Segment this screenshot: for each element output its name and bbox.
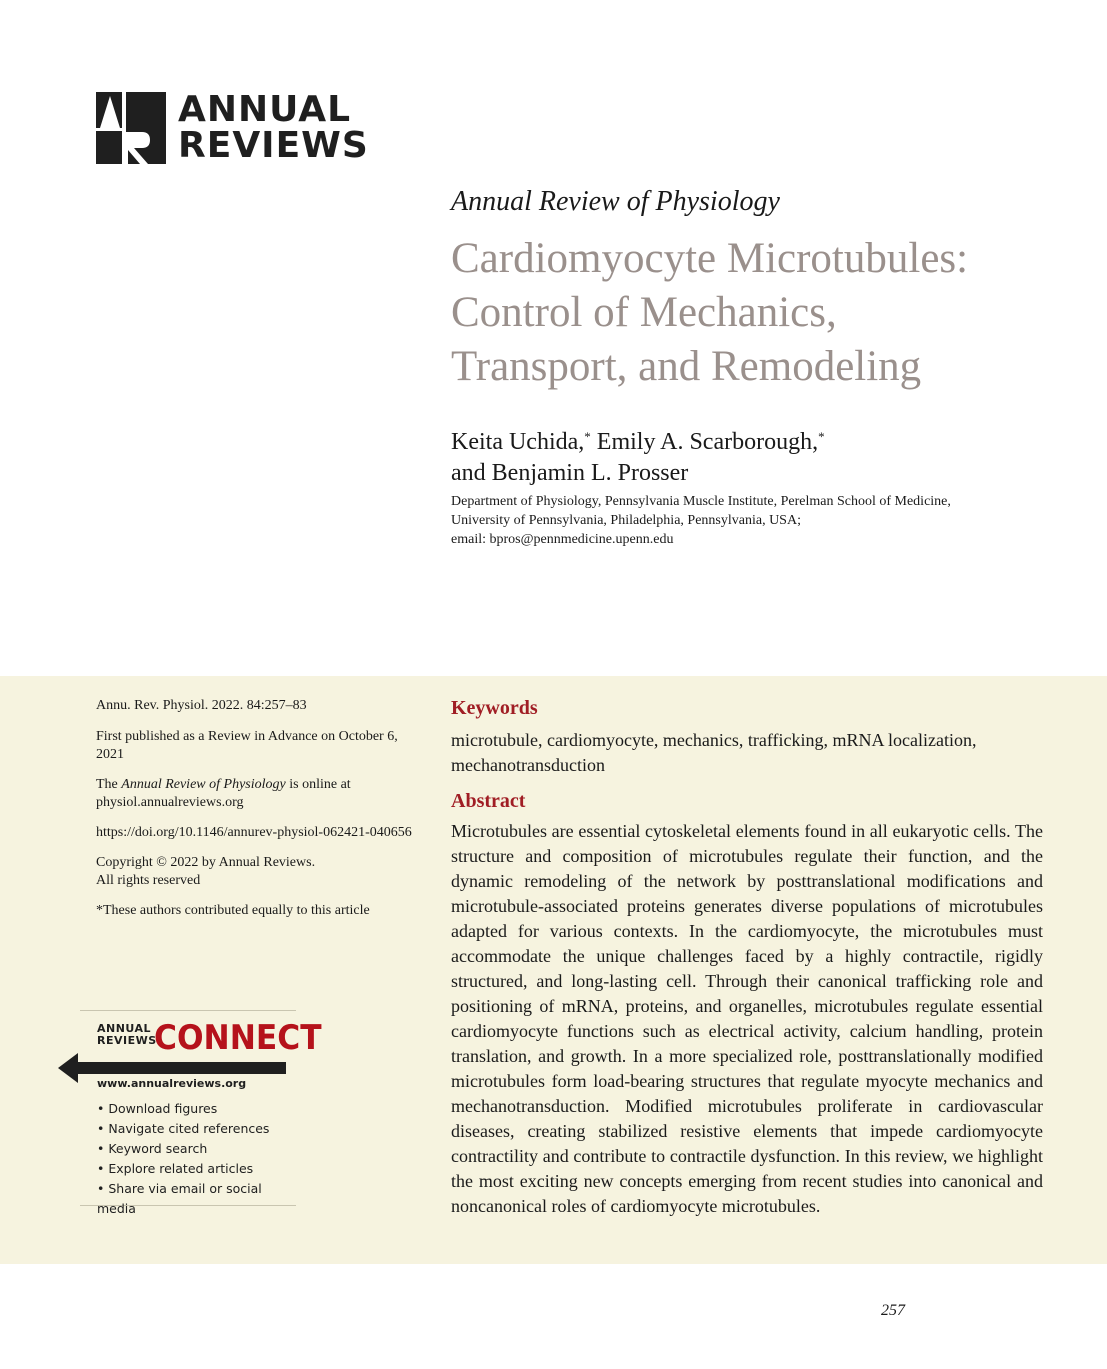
author-uchida: Keita Uchida,	[451, 429, 585, 455]
affiliation-line: Department of Physiology, Pennsylvania Muscle Institute, Perelman School of Medicine,	[451, 494, 951, 509]
equal-contribution-mark: *	[818, 429, 825, 444]
equal-contribution-mark: *	[584, 429, 591, 444]
ar-logo-icon	[96, 92, 166, 164]
title-line: Control of Mechanics,	[451, 289, 837, 336]
connect-feature-list	[97, 1099, 296, 1219]
annual-reviews-connect-box[interactable]	[80, 1010, 322, 1216]
author-scarborough: Emily A. Scarborough,	[590, 429, 819, 455]
title-line: Transport, and Remodeling	[451, 343, 922, 390]
copyright: Copyright © 2022 by Annual Reviews. All rights reserved	[96, 855, 316, 888]
logo-word-annual: ANNUAL	[178, 89, 352, 130]
annual-reviews-logo	[96, 89, 376, 167]
contact-email[interactable]: email: bpros@pennmedicine.upenn.edu	[451, 532, 674, 547]
title-line: Cardiomyocyte Microtubules:	[451, 235, 969, 282]
online-journal-name: Annual Review of Physiology	[121, 777, 286, 792]
affiliation-line: University of Pennsylvania, Philadelphia, Pennsylvania, USA;	[451, 513, 801, 528]
author-list	[451, 421, 825, 489]
author-prosser: and Benjamin L. Prosser	[451, 460, 689, 486]
keywords-text: microtubule, cardiomyocyte, mechanics, trafficking, mRNA localization, mechanotransduction	[451, 730, 977, 775]
page-number: 257	[881, 1302, 905, 1319]
abstract-heading: Abstract	[451, 790, 526, 812]
list-item: • Download figures	[97, 1099, 296, 1119]
first-published: First published as a Review in Advance on October 6, 2021	[96, 729, 398, 762]
doi-link[interactable]: https://doi.org/10.1146/annurev-physiol-062421-040656	[96, 825, 412, 840]
article-info-sidebar	[96, 697, 416, 932]
list-item: • Navigate cited references	[97, 1119, 296, 1139]
online-notice: The Annual Review of Physiology is online at physiol.annualreviews.org	[96, 777, 351, 810]
list-item: • Keyword search	[97, 1139, 296, 1159]
article-title	[451, 232, 1071, 394]
list-item: • Share via email or social media	[97, 1179, 296, 1219]
keywords-abstract	[451, 694, 1043, 1219]
abstract-text: Microtubules are essential cytoskeletal elements found in all eukaryotic cells. The structure and composition of microtubules regulate their function, and the dynamic remodeling of the network by posttranslational modifications and microtubule-associated proteins generates diverse populations of microtubules adapted for various contexts. In the cardiomyocyte, the microtubules must accommodate the unique challenges faced by a highly contractile, rigidly structured, and long-lasting cell. Through their canonical trafficking role and positioning of mRNA, proteins, and organelles, microtubules regulate essential cardiomyocyte functions such as electrical activity, calcium handling, protein translation, and growth. In a more specialized role, posttranslationally modified microtubules form load-bearing structures that regulate myocyte mechanics and mechanotransduction. Modified microtubules proliferate in cardiovascular diseases, creating stabilized resistive elements that impede cardiomyocyte contractility and contribute to contractile dysfunction. In this review, we highlight the most exciting new concepts emerging from recent studies into canonical and noncanonical roles of cardiomyocyte microtubules.	[451, 821, 1043, 1216]
list-item: • Explore related articles	[97, 1159, 296, 1179]
journal-name: Annual Review of Physiology	[451, 186, 780, 217]
keywords-heading: Keywords	[451, 697, 538, 719]
affiliation	[451, 492, 951, 549]
connect-ar-label: ANNUAL REVIEWS	[97, 1022, 157, 1047]
logo-word-reviews: REVIEWS	[178, 125, 369, 166]
connect-wordmark: CONNECT	[154, 1018, 322, 1058]
connect-url[interactable]: www.annualreviews.org	[97, 1077, 247, 1090]
citation: Annu. Rev. Physiol. 2022. 84:257–83	[96, 698, 307, 713]
equal-contribution-note: *These authors contributed equally to this article	[96, 903, 370, 918]
